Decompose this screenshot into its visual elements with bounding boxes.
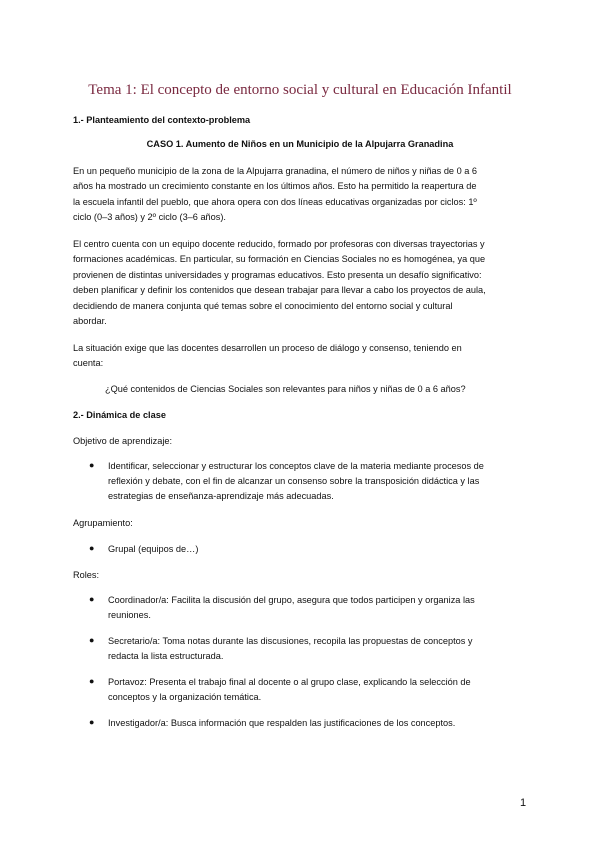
role-line: Investigador/a: Busca información que respalden las justificaciones de los conceptos.	[108, 718, 456, 728]
paragraph-2-line: provienen de distintas universidades y programas educativos. Esto presenta un desafío significativo:	[73, 270, 482, 280]
paragraph-3-line: La situación exige que las docentes desarrollen un proceso de diálogo y consenso, teniendo en	[73, 343, 462, 353]
paragraph-1-line: ciclo (0–3 años) y 2º ciclo (3–6 años).	[73, 212, 226, 222]
key-question: ¿Qué contenidos de Ciencias Sociales son relevantes para niños y niñas de 0 a 6 años?	[105, 384, 466, 394]
paragraph-1-line: la escuela infantil del pueblo, que ahora opera con dos líneas educativas organizadas por ciclos: 1º	[73, 197, 477, 207]
bullet-icon: ●	[89, 460, 95, 470]
page-number: 1	[520, 797, 527, 809]
role-line: reuniones.	[108, 610, 151, 620]
case-title: CASO 1. Aumento de Niños en un Municipio de la Alpujarra Granadina	[146, 139, 454, 149]
roles-label: Roles:	[73, 570, 100, 580]
role-line: Portavoz: Presenta el trabajo final al docente o al grupo clase, explicando la selección de	[108, 677, 471, 687]
bullet-icon: ●	[89, 717, 95, 727]
section2-heading: 2.- Dinámica de clase	[73, 410, 166, 420]
role-line: conceptos y la organización temática.	[108, 692, 262, 702]
role-line: Secretario/a: Toma notas durante las discusiones, recopila las propuestas de conceptos y	[108, 636, 473, 646]
role-line: redacta la lista estructurada.	[108, 651, 224, 661]
objective-label: Objetivo de aprendizaje:	[73, 436, 173, 446]
paragraph-3-line: cuenta:	[73, 358, 104, 368]
objective-line: estrategias de enseñanza-aprendizaje más adecuadas.	[108, 491, 334, 501]
bullet-icon: ●	[89, 635, 95, 645]
grouping-text: Grupal (equipos de…)	[108, 544, 199, 554]
paragraph-1-line: años ha mostrado un crecimiento constante en los últimos años. Esto ha permitido la reapertura de	[73, 181, 477, 191]
objective-line: Identificar, seleccionar y estructurar los conceptos clave de la materia mediante procesos de	[108, 461, 484, 471]
paragraph-2-line: deben planificar y definir los contenidos que desean trabajar para llevar a cabo los proyectos de aula,	[73, 285, 486, 295]
paragraph-2-line: decidiendo de manera conjunta qué temas sobre el conocimiento del entorno social y cultural	[73, 301, 453, 311]
grouping-label: Agrupamiento:	[73, 518, 133, 528]
bullet-icon: ●	[89, 543, 95, 553]
paragraph-1-line: En un pequeño municipio de la zona de la Alpujarra granadina, el número de niños y niñas de 0 a 6	[73, 166, 478, 176]
paragraph-2-line: abordar.	[73, 316, 107, 326]
role-line: Coordinador/a: Facilita la discusión del grupo, asegura que todos participen y organiza las	[108, 595, 475, 605]
bullet-icon: ●	[89, 676, 95, 686]
document-title: Tema 1: El concepto de entorno social y cultural en Educación Infantil	[88, 82, 512, 98]
paragraph-2-line: El centro cuenta con un equipo docente reducido, formado por profesoras con diversas trayectorias y	[73, 239, 485, 249]
section1-heading: 1.- Planteamiento del contexto-problema	[73, 115, 251, 125]
paragraph-2-line: formaciones académicas. En particular, su formación en Ciencias Sociales no es homogénea, ya que	[73, 254, 486, 264]
objective-line: reflexión y debate, con el fin de alcanzar un consenso sobre la transposición didáctica y las	[108, 476, 480, 486]
bullet-icon: ●	[89, 594, 95, 604]
